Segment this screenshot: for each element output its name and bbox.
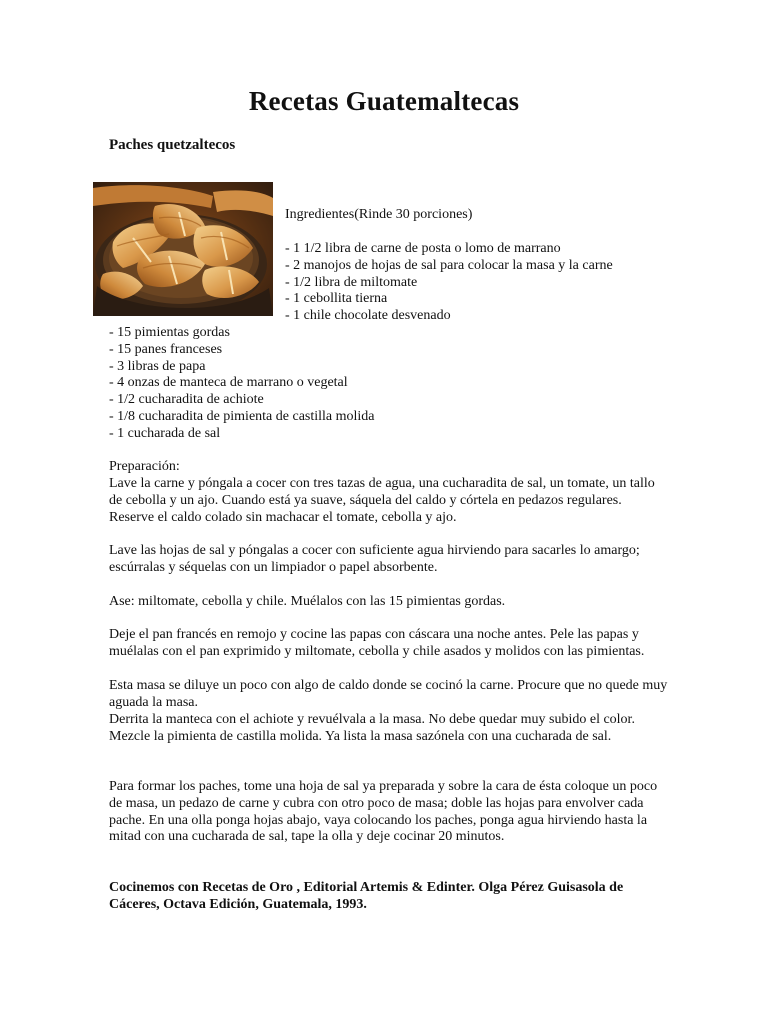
list-item: - 15 pimientas gordas (109, 325, 230, 340)
list-item: - 1 1/2 libra de carne de posta o lomo de marrano (285, 241, 561, 256)
list-item: - 1/2 libra de miltomate (285, 274, 418, 290)
preparation-paragraph: Derrita la manteca con el achiote y revuélvala a la masa. No debe quedar muy subido el color. Mezcle la pimienta de castilla molida. Ya lista la masa sazónela con una cucharada de sal. (109, 712, 635, 744)
ingredients-heading: Ingredientes(Rinde 30 porciones) (285, 207, 473, 222)
list-item: - 15 panes franceses (109, 341, 223, 357)
list-item: - 2 manojos de hojas de sal para colocar la masa y la carne (285, 257, 613, 273)
ingredients-list-top (285, 241, 613, 325)
recipe-name: Paches quetzaltecos (109, 137, 236, 153)
tamales-photo (93, 182, 273, 316)
preparation-paragraph: Esta masa se diluye un poco con algo de caldo donde se cocinó la carne. Procure que no quede muy aguada la masa. (109, 678, 668, 710)
preparation-label: Preparación: (109, 459, 180, 474)
preparation-paragraph: Deje el pan francés en remojo y cocine las papas con cáscara una noche antes. Pele las papas y muélalas con el pan exprimido y miltomate, cebolla y chile asados y molidos con las pimientas. (109, 627, 645, 659)
list-item: - 1/2 cucharadita de achiote (109, 392, 264, 408)
list-item: - 1 chile chocolate desvenado (285, 308, 451, 324)
list-item: - 3 libras de papa (109, 358, 206, 374)
list-item: - 1/8 cucharadita de pimienta de castilla molida (109, 408, 375, 424)
preparation-paragraph: Lave la carne y póngala a cocer con tres tazas de agua, una cucharadita de sal, un tomate, un tallo de cebolla y un ajo. Cuando está ya suave, sáquela del caldo y córtela en pedazos regulares. Reserve el caldo colado sin machacar el tomate, cebolla y ajo. (109, 476, 655, 525)
preparation-paragraph: Para formar los paches, tome una hoja de sal ya preparada y sobre la cara de ésta coloque un poco de masa, un pedazo de carne y cubra con otro poco de masa; doble las hojas para envolver cada pache. En una olla ponga hojas abajo, vaya colocando los paches, ponga agua hirviendo hasta la mitad con una cucharada de sal, tape la olla y deje cocinar 20 minutos. (109, 779, 658, 845)
list-item: - 1 cucharada de sal (109, 425, 221, 441)
list-item: - 4 onzas de manteca de marrano o vegetal (109, 375, 348, 391)
list-item: - 1 cebollita tierna (285, 291, 388, 307)
preparation-paragraph: Ase: miltomate, cebolla y chile. Muélalos con las 15 pimientas gordas. (109, 594, 506, 609)
source-credit: Cocinemos con Recetas de Oro , Editorial Artemis & Edinter. Olga Pérez Guisasola de Cáceres, Octava Edición, Guatemala, 1993. (109, 880, 624, 912)
ingredients-list-bottom (109, 325, 375, 443)
preparation-paragraph: Lave las hojas de sal y póngalas a cocer con suficiente agua hirviendo para sacarles lo amargo; escúrralas y séquelas con un limpiador o papel absorbente. (109, 543, 640, 575)
page-title: Recetas Guatemaltecas (248, 86, 520, 116)
